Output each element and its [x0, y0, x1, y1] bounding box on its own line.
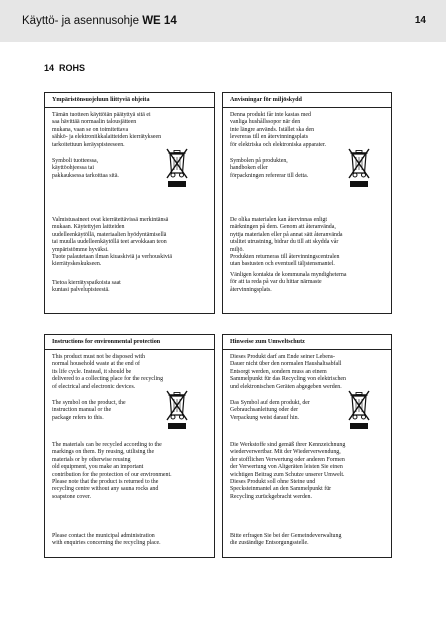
notice-paragraph: Vänligen kontakta de kommunala myndigheterna för att ta reda på var du hittar närmaste återvinningsplats.	[230, 272, 347, 293]
notice-box-finnish	[44, 92, 215, 314]
weee-bin-icon	[347, 389, 371, 423]
notice-heading: Anvisningar för miljöskydd	[223, 93, 391, 108]
weee-bin-icon	[165, 147, 189, 181]
weee-bar-marker	[350, 181, 368, 187]
notice-paragraph: Symboli tuotteessa, käyttöohjeessa tai pakkauksessa tarkoittaa sitä.	[52, 158, 119, 179]
notice-box-german	[222, 334, 392, 558]
notice-paragraph: Bitte erfragen Sie bei der Gemeindeverwaltung die zuständige Entsorgungsstelle.	[230, 533, 342, 547]
section-heading: 14 ROHS	[44, 63, 86, 73]
notice-paragraph: This product must not be disposed with normal household waste at the end of its life cycle. Instead, it should be delivered to a collecting place for the recycling of electrical and electronic devices.	[52, 354, 164, 390]
notice-heading: Instructions for environmental protection	[45, 335, 214, 350]
weee-bar-marker	[168, 181, 186, 187]
notice-paragraph: Valmistusaineet ovat kierrätettävissä merkintänsä mukaan. Käytettyjen laitteiden uudelleenkäytöllä, materiaalien hyödyntämisellä tai muulla uudelleenkäytöllä teet arvokkaan teon ympäristömme hyväksi. Tuote palautetaan ilman kiuaskiviä ja verhouskiviä kierrätyskeskukseen.	[52, 217, 173, 268]
notice-paragraph: Tietoa kierrätyspaikoista saat kuntasi palvelupisteestä.	[52, 280, 121, 294]
notice-heading: Hinweise zum Umweltschutz	[223, 335, 391, 350]
notice-paragraph: Symbolen på produkten, handboken eller förpackningen refererar till detta.	[230, 158, 309, 179]
notice-paragraph: Das Symbol auf dem produkt, der Gebrauchsanleitung oder der Verpackung weist darauf hin.	[230, 400, 310, 421]
notice-box-english	[44, 334, 215, 558]
notice-paragraph: Denna produkt får inte kastas med vanliga hushållssopor när den inte längre används. Istället ska den levereras till en återvinningsplats för elektriska och elektroniska apparater.	[230, 112, 327, 148]
notice-paragraph: Dieses Produkt darf am Ende seiner Lebens- Dauer nicht über den normalen Haushaltsabfall Entsorgt werden, sondern muss an einem Sammelpunkt für das Recycling von elektrischen und elektronischen Geräten abgegeben werden.	[230, 354, 346, 390]
notice-box-swedish	[222, 92, 392, 314]
notice-paragraph: The materials can be recycled according to the markings on them. By reusing, utilising the materials or by otherwise reusing old equipment, you make an important contribution for the protection of our environment. Please note that the product is returned to the recycling centre without any sauna rocks and soapstone cover.	[52, 442, 172, 500]
notice-paragraph: The symbol on the product, the instruction manual or the package refers to this.	[52, 400, 126, 421]
weee-bin-icon	[165, 389, 189, 423]
notice-paragraph: Tämän tuotteen käyttöiän päätyttyä sitä ei saa hävittää normaalin talousjätteen mukana, vaan se on toimitettava sähkö- ja elektroniikkalaitteiden kierrätykseen tarkoitettuun keräyspisteeseen.	[52, 112, 162, 148]
page-header	[0, 0, 446, 42]
notice-paragraph: Please contact the municipal administration with enquiries concerning the recycling place.	[52, 533, 161, 547]
document-title: Käyttö- ja asennusohje WE 14	[22, 15, 177, 27]
notice-paragraph: Die Werkstoffe sind gemäß ihrer Kennzeichnung wiederverwertbar. Mit der Wiederverwendung, der stofflichen Verwertung oder anderen Formen der Verwertung von Altgeräten leisten Sie einen wichtigen Beitrag zum Schutze unserer Umwelt. Dieses Produkt soll ohne Steine und Specksteinmantel an den Sammelpunkt für Recycling zurückgebracht werden.	[230, 442, 346, 500]
notice-heading: Ympäristönsuojeluun liittyviä ohjeita	[45, 93, 214, 108]
page-number: 14	[414, 15, 426, 26]
weee-bar-marker	[350, 423, 368, 429]
weee-bin-icon	[347, 147, 371, 181]
notice-paragraph: De olika materialen kan återvinnas enligt märkningen på dem. Genom att återanvända, nyttja materialen eller på annat sätt återanvända utslitet utrustning, bidrar du till att skydda vår miljö. Produkten returneras till återvinningscentralen utan bastusten och eventuell täljstensmantel.	[230, 217, 343, 268]
weee-bar-marker	[168, 423, 186, 429]
